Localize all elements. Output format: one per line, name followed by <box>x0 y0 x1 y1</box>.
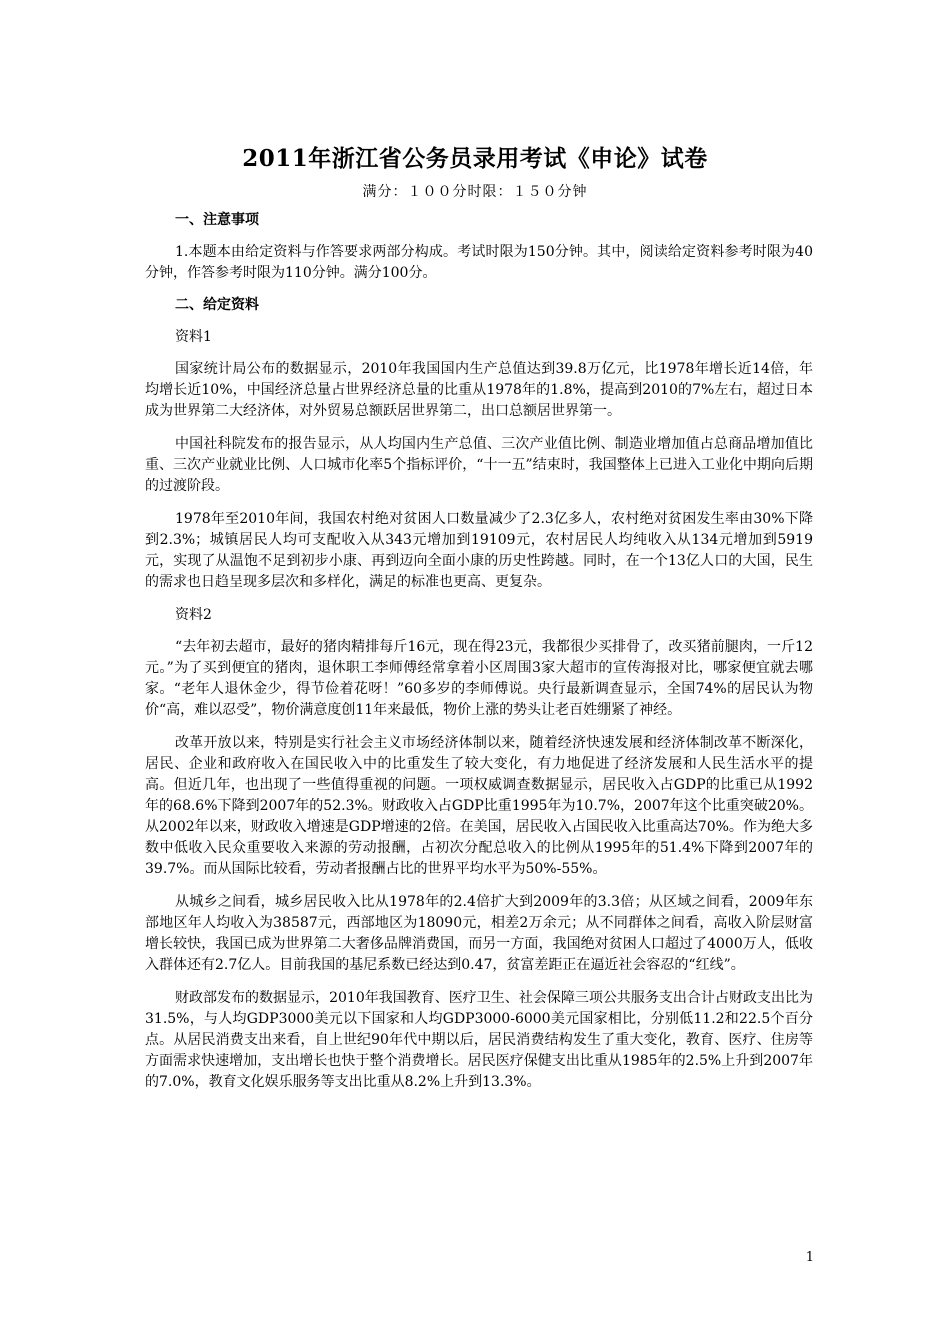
material-2-paragraph: 财政部发布的数据显示，2010年我国教育、医疗卫生、社会保障三项公共服务支出合计占财政支出比为31.5%，与人均GDP3000美元以下国家和人均GDP3000-6000美元国家相比，分别低11.2和22.5个百分点。从居民消费支出来看，自上世纪90年代中期以后，居民消费结构发生了重大变化，教育、医疗、住房等方面需求快速增加，支出增长也快于整个消费增长。居民医疗保健支出比重从1985年的2.5%上升到2007年的7.0%，教育文化娱乐服务等支出比重从8.2%上升到13.3%。 <box>145 990 813 1090</box>
materials-heading: 二、给定资料 <box>175 297 259 313</box>
exam-info: 满分：１００分时限：１５０分钟 <box>362 184 588 200</box>
document-body <box>145 210 813 1093</box>
page-number: 1 <box>805 1250 814 1265</box>
material-2-paragraph: 改革开放以来，特别是实行社会主义市场经济体制以来，随着经济快速发展和经济体制改革不断深化，居民、企业和政府收入在国民收入中的比重发生了较大变化，有力地促进了经济发展和人民生活水平的提高。但近几年，也出现了一些值得重视的问题。一项权威调查数据显示，居民收入占GDP的比重已从1992年的68.6%下降到2007年的52.3%。财政收入占GDP比重1995年为10.7%，2007年这个比重突破20%。从2002年以来，财政收入增速是GDP增速的2倍。在美国，居民收入占国民收入比重高达70%。作为绝大多数中低收入民众重要收入来源的劳动报酬，占初次分配总收入的比例从1995年的51.4%下降到2007年的39.7%。而从国际比较看，劳动者报酬占比的世界平均水平为50%-55%。 <box>145 735 813 877</box>
material-1-paragraph: 中国社科院发布的报告显示，从人均国内生产总值、三次产业值比例、制造业增加值占总商品增加值比重、三次产业就业比例、人口城市化率5个指标评价，“十一五”结束时，我国整体上已进入工业化中期向后期的过渡阶段。 <box>145 436 813 494</box>
notice-heading: 一、注意事项 <box>175 212 259 228</box>
material-2-label: 资料2 <box>175 607 212 623</box>
material-2-paragraph: 从城乡之间看，城乡居民收入比从1978年的2.4倍扩大到2009年的3.3倍；从区域之间看，2009年东部地区年人均收入为38587元，西部地区为18090元，相差2万余元；从不同群体之间看，高收入阶层财富增长较快，我国已成为世界第二大奢侈品牌消费国，而另一方面，我国绝对贫困人口超过了4000万人，低收入群体还有2.7亿人。目前我国的基尼系数已经达到0.47，贫富差距正在逼近社会容忍的“红线”。 <box>145 894 813 973</box>
page-title: 2011年浙江省公务员录用考试《申论》试卷 <box>242 145 708 172</box>
material-2-paragraph: “去年初去超市，最好的猪肉精排每斤16元，现在得23元，我都很少买排骨了，改买猪前腿肉，一斤12元。”为了买到便宜的猪肉，退休职工李师傅经常拿着小区周围3家大超市的宣传海报对比，哪家便宜就去哪家。“老年人退休金少，得节俭着花呀！”60多岁的李师傅说。央行最新调查显示，全国74%的居民认为物价“高，难以忍受”，物价满意度创11年来最低，物价上涨的势头让老百姓绷紧了神经。 <box>145 639 813 718</box>
notice-text: 1.本题本由给定资料与作答要求两部分构成。考试时限为150分钟。其中，阅读给定资料参考时限为40分钟，作答参考时限为110分钟。满分100分。 <box>145 244 813 281</box>
material-1-label: 资料1 <box>175 329 212 345</box>
material-1-paragraph: 1978年至2010年间，我国农村绝对贫困人口数量减少了2.3亿多人，农村绝对贫困发生率由30%下降到2.3%；城镇居民人均可支配收入从343元增加到19109元，农村居民人均纯收入从134元增加到5919元，实现了从温饱不足到初步小康、再到迈向全面小康的历史性跨越。同时，在一个13亿人口的大国，民生的需求也日趋呈现多层次和多样化，满足的标准也更高、更复杂。 <box>145 511 813 590</box>
material-1-paragraph: 国家统计局公布的数据显示，2010年我国国内生产总值达到39.8万亿元，比1978年增长近14倍，年均增长近10%，中国经济总量占世界经济总量的比重从1978年的1.8%，提高到2010的7%左右，超过日本成为世界第二大经济体，对外贸易总额跃居世界第二，出口总额居世界第一。 <box>145 361 813 419</box>
